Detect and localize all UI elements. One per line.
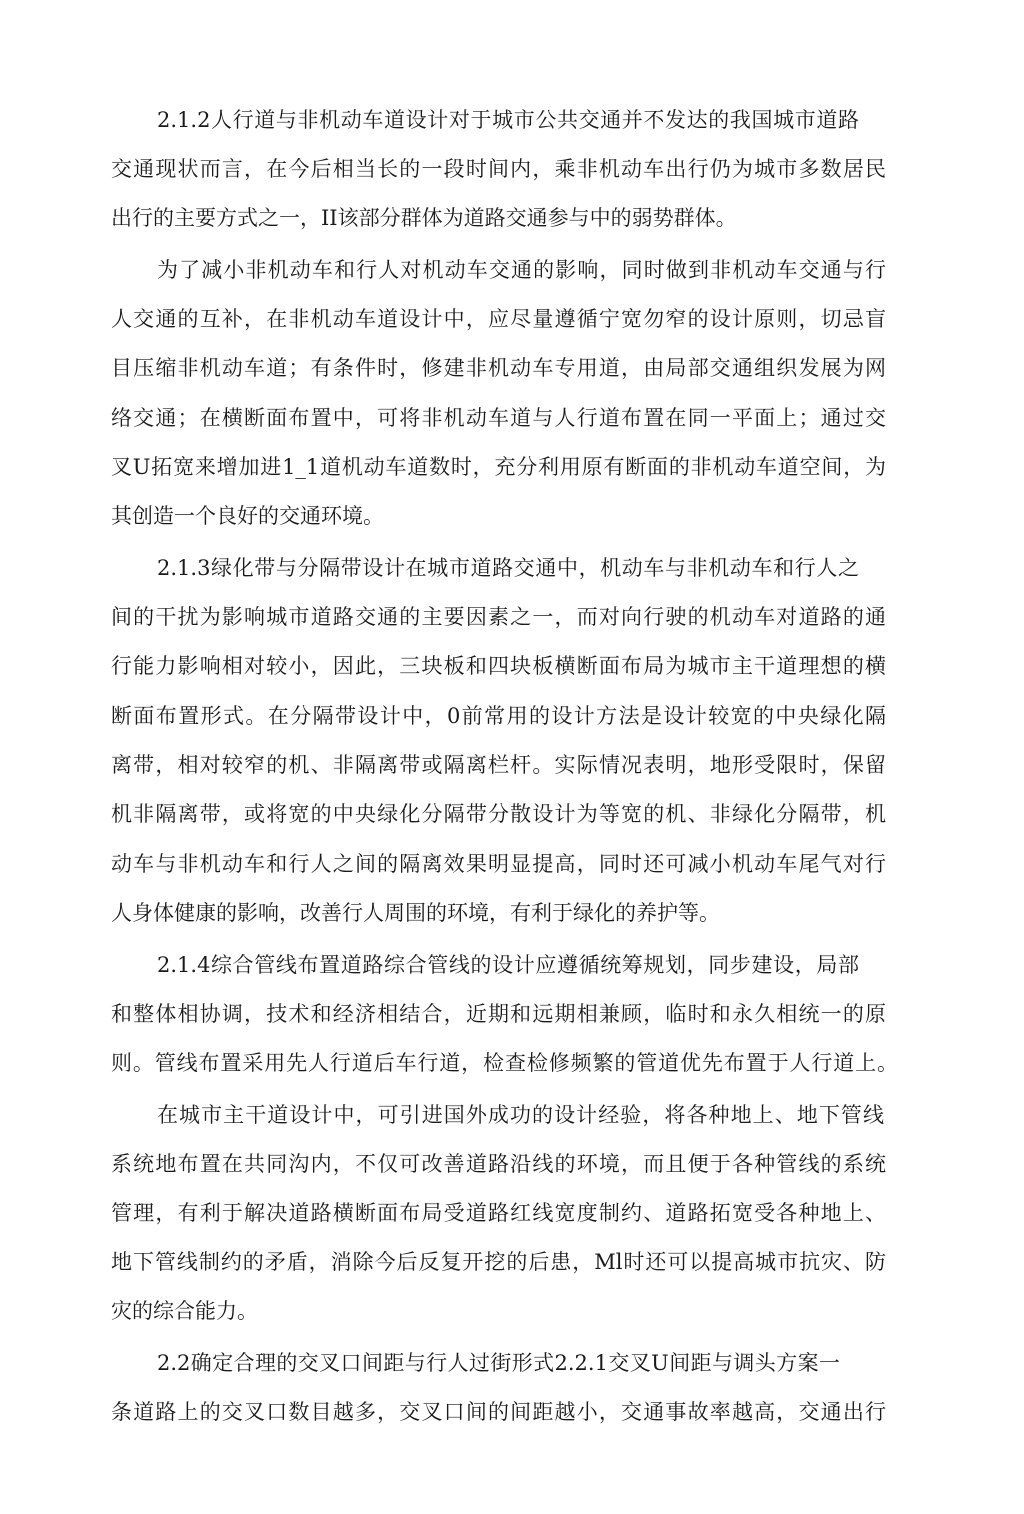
paragraph-line: 2.1.4综合管线布置道路综合管线的设计应遵循统筹规划，同步建设，局部 bbox=[157, 953, 859, 977]
paragraph-line: 地下管线制约的矛盾，消除今后反复开挖的后患，Ml时还可以提高城市抗灾、防 bbox=[111, 1250, 886, 1274]
paragraph-line: 人身体健康的影响，改善行人周围的环境，有利于绿化的养护等。 bbox=[111, 901, 720, 925]
paragraph-line: 行能力影响相对较小，因此，三块板和四块板横断面布局为城市主干道理想的横 bbox=[111, 654, 886, 678]
paragraph-line: 人交通的互补，在非机动车道设计中，应尽量遵循宁宽勿窄的设计原则，切忌盲 bbox=[111, 307, 886, 331]
paragraph-line: 系统地布置在共同沟内，不仅可改善道路沿线的环境，而且便于各种管线的系统 bbox=[111, 1152, 886, 1176]
paragraph-line: 2.1.2人行道与非机动车道设计对于城市公共交通并不发达的我国城市道路 bbox=[157, 108, 859, 132]
paragraph-line: 2.1.3绿化带与分隔带设计在城市道路交通中，机动车与非机动车和行人之 bbox=[157, 556, 859, 580]
paragraph-line: 管理，有利于解决道路横断面布局受道路红线宽度制约、道路拓宽受各种地上、 bbox=[111, 1201, 886, 1225]
paragraph-line: 络交通；在横断面布置中，可将非机动车道与人行道布置在同一平面上；通过交 bbox=[111, 406, 886, 430]
paragraph-line: 间的干扰为影响城市道路交通的主要因素之一，而对向行驶的机动车对道路的通 bbox=[111, 605, 886, 629]
paragraph-line: 灾的综合能力。 bbox=[111, 1299, 258, 1323]
paragraph-line: 2.2确定合理的交叉口间距与行人过街形式2.2.1交叉U间距与调头方案一 bbox=[157, 1351, 840, 1375]
paragraph-line: 叉U拓宽来增加进1_1道机动车道数时，充分利用原有断面的非机动车道空间，为 bbox=[111, 455, 886, 479]
paragraph-line: 交通现状而言，在今后相当长的一段时间内，乘非机动车出行仍为城市多数居民 bbox=[111, 157, 886, 181]
paragraph-line: 离带，相对较窄的机、非隔离带或隔离栏杆。实际情况表明，地形受限时，保留 bbox=[111, 753, 886, 777]
paragraph-line: 机非隔离带，或将宽的中央绿化分隔带分散设计为等宽的机、非绿化分隔带，机 bbox=[111, 802, 886, 826]
paragraph-line: 则。管线布置采用先人行道后车行道，检查检修频繁的管道优先布置于人行道上。 bbox=[111, 1051, 898, 1075]
paragraph-line: 其创造一个良好的交通环境。 bbox=[111, 504, 384, 528]
paragraph-line: 条道路上的交叉口数目越多，交叉口间的间距越小，交通事故率越高，交通出行 bbox=[111, 1400, 886, 1424]
paragraph-line: 和整体相协调，技术和经济相结合，近期和远期相兼顾，临时和永久相统一的原 bbox=[111, 1002, 886, 1026]
paragraph-line: 出行的主要方式之一，II该部分群体为道路交通参与中的弱势群体。 bbox=[111, 206, 737, 230]
paragraph-line: 断面布置形式。在分隔带设计中，0前常用的设计方法是设计较宽的中央绿化隔 bbox=[111, 704, 886, 728]
paragraph-line: 动车与非机动车和行人之间的隔离效果明显提高，同时还可减小机动车尾气对行 bbox=[111, 852, 886, 876]
paragraph-line: 在城市主干道设计中，可引进国外成功的设计经验，将各种地上、地下管线 bbox=[157, 1103, 884, 1127]
paragraph-line: 目压缩非机动车道；有条件时，修建非机动车专用道，由局部交通组织发展为网 bbox=[111, 356, 886, 380]
paragraph-line: 为了减小非机动车和行人对机动车交通的影响，同时做到非机动车交通与行 bbox=[157, 258, 886, 282]
